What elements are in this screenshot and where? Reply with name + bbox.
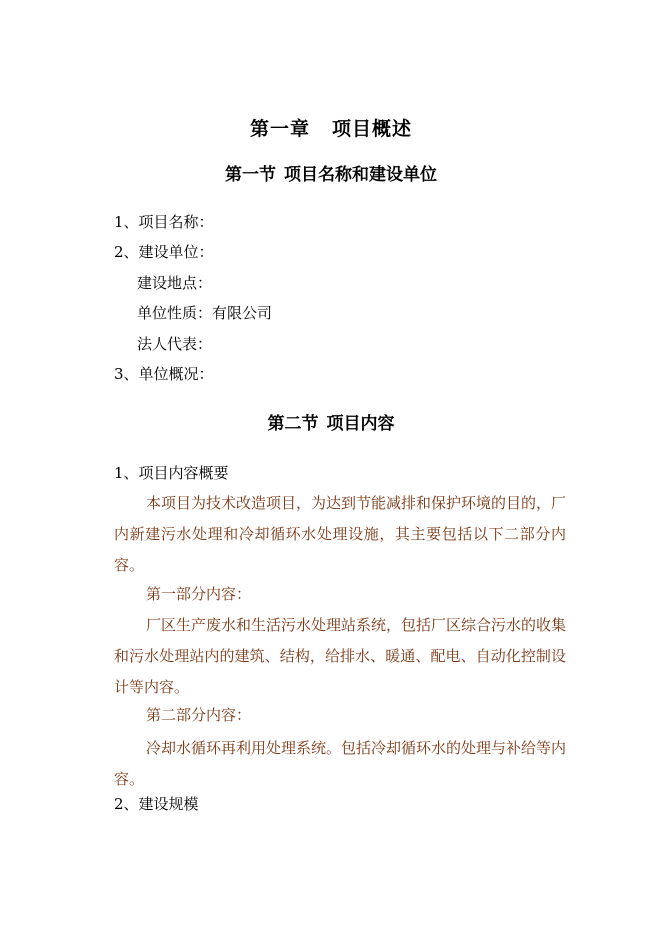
intro-paragraph: 本项目为技术改造项目，为达到节能减排和保护环境的目的，厂内新建污水处理和冷却循环水处理设施，其主要包括以下二部分内容。 bbox=[114, 494, 567, 574]
scale-heading: 2、建设规模 bbox=[114, 795, 199, 813]
section-1-number: 第一节 bbox=[225, 165, 276, 185]
item-legal-rep: 法人代表： bbox=[137, 335, 213, 353]
chapter-title bbox=[0, 114, 662, 141]
chapter-number: 第一章 bbox=[249, 118, 310, 140]
item-overview: 3、单位概况： bbox=[114, 365, 214, 383]
section-title-2 bbox=[0, 409, 662, 434]
part-1-paragraph: 厂区生产废水和生活污水处理站系统，包括厂区综合污水的收集和污水处理站内的建筑、结构，给排水、暖通、配电、自动化控制设计等内容。 bbox=[114, 616, 567, 696]
chapter-name: 项目概述 bbox=[332, 118, 413, 140]
item-unit-nature: 单位性质：有限公司 bbox=[137, 304, 273, 322]
section-2-number: 第二节 bbox=[267, 414, 319, 434]
part-2-paragraph: 冷却水循环再利用处理系统。包括冷却循环水的处理与补给等内容。 bbox=[114, 739, 567, 788]
item-location: 建设地点： bbox=[137, 274, 213, 292]
part-2-label: 第二部分内容： bbox=[146, 706, 252, 724]
section-title-1 bbox=[0, 160, 662, 185]
item-project-name: 1、项目名称： bbox=[114, 213, 214, 231]
section-1-name: 项目名称和建设单位 bbox=[284, 165, 437, 185]
part-1-label: 第一部分内容： bbox=[146, 585, 252, 603]
item-builder: 2、建设单位： bbox=[114, 243, 214, 261]
section-2-name: 项目内容 bbox=[326, 414, 395, 434]
summary-heading: 1、项目内容概要 bbox=[114, 464, 229, 482]
